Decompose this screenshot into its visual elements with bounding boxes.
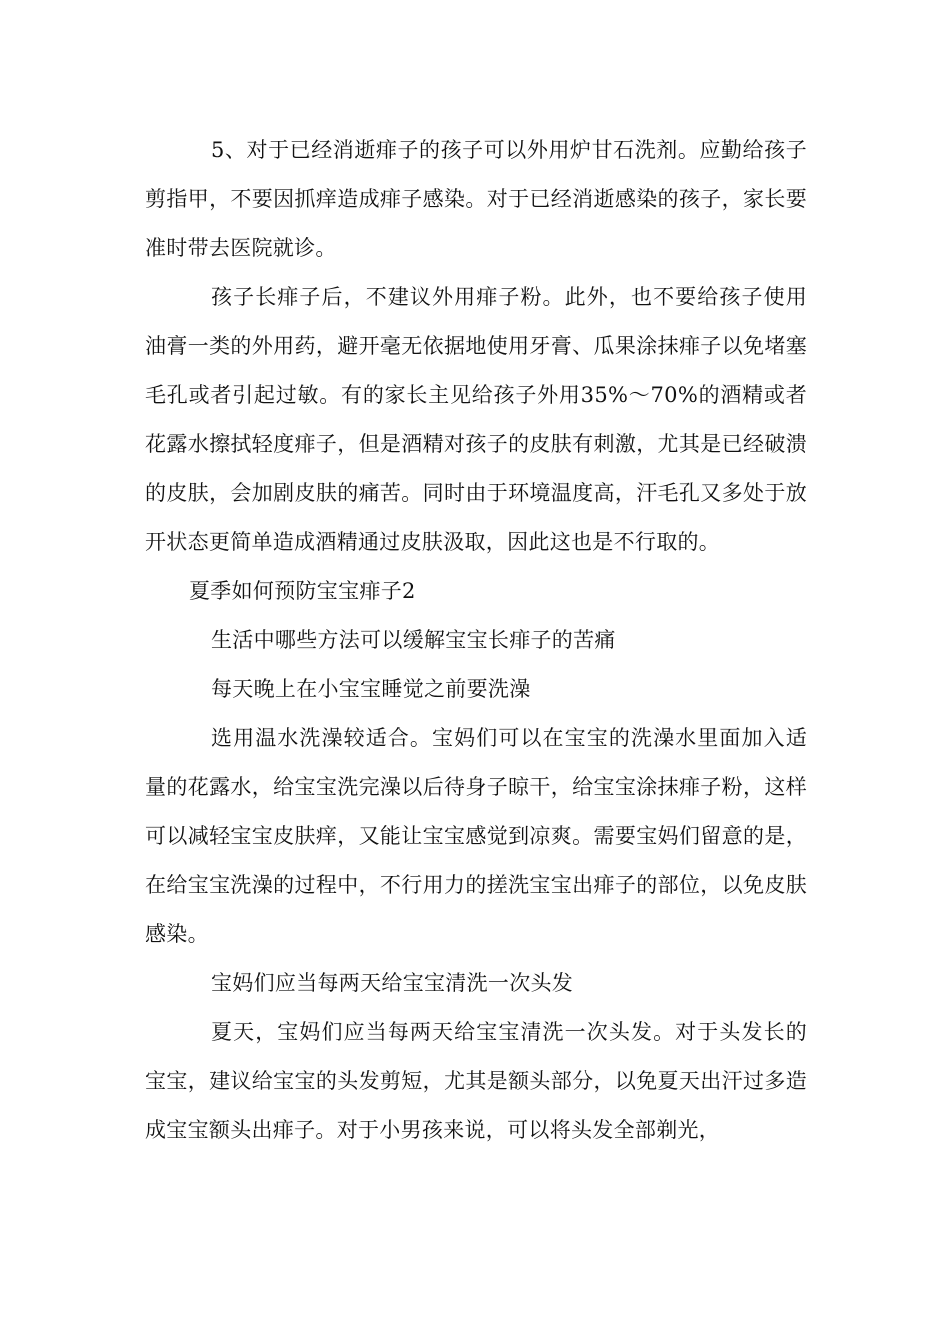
paragraph-warm-bath: 选用温水洗澡较适合。宝妈们可以在宝宝的洗澡水里面加入适量的花露水，给宝宝洗完澡以后待身子晾干，给宝宝涂抹痱子粉，这样可以减轻宝宝皮肤痒，又能让宝宝感觉到凉爽。需要宝妈们留意的是，在给宝宝洗澡的过程中，不行用力的搓洗宝宝出痱子的部位，以免皮肤感染。 xyxy=(145,726,807,946)
subheading-bath-before-sleep: 每天晚上在小宝宝睡觉之前要洗澡 xyxy=(211,677,531,701)
subheading-relief-methods: 生活中哪些方法可以缓解宝宝长痱子的苦痛 xyxy=(211,628,616,652)
section-heading: 夏季如何预防宝宝痱子2 xyxy=(189,579,416,603)
paragraph-heat-rash-care: 5、对于已经消逝痱子的孩子可以外用炉甘石洗剂。应勤给孩子剪指甲，不要因抓痒造成痱子感染。对于已经消逝感染的孩子，家长要准时带去医院就诊。 xyxy=(145,138,807,260)
subheading-wash-hair: 宝妈们应当每两天给宝宝清洗一次头发 xyxy=(211,971,574,995)
paragraph-summer-hair: 夏天，宝妈们应当每两天给宝宝清洗一次头发。对于头发长的宝宝，建议给宝宝的头发剪短，尤其是额头部分，以免夏天出汗过多造成宝宝额头出痱子。对于小男孩来说，可以将头发全部剃光， xyxy=(145,1020,807,1142)
document-page xyxy=(145,126,807,1155)
paragraph-powder-advice: 孩子长痱子后，不建议外用痱子粉。此外，也不要给孩子使用油膏一类的外用药，避开毫无依据地使用牙膏、瓜果涂抹痱子以免堵塞毛孔或者引起过敏。有的家长主见给孩子外用35%～70%的酒精或者花露水擦拭轻度痱子，但是酒精对孩子的皮肤有刺激，尤其是已经破溃的皮肤，会加剧皮肤的痛苦。同时由于环境温度高，汗毛孔又多处于放开状态更简单造成酒精通过皮肤汲取，因此这也是不行取的。 xyxy=(145,285,807,554)
